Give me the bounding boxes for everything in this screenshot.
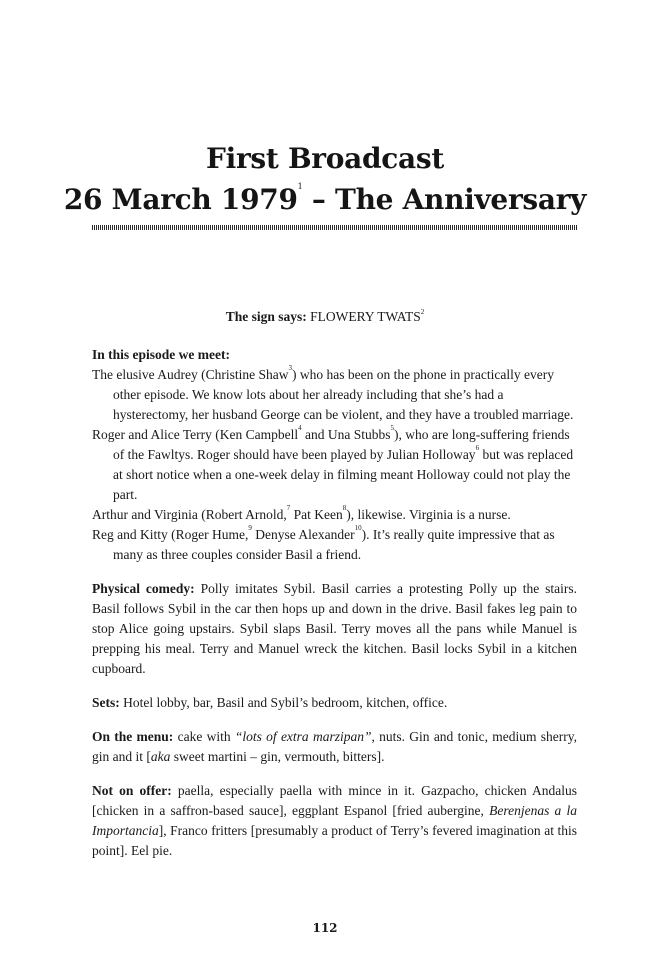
item-text: ), who are long-suffering friends of the Fawltys. Roger should have been played by Julian Holloway	[113, 427, 570, 462]
item-text: but was replaced at short notice when a one-week delay in filming meant Holloway could not play the part.	[113, 447, 574, 502]
title-line-2	[0, 179, 650, 220]
section-text: , nuts. Gin and tonic, medium sherry, gin and it [	[92, 729, 577, 764]
menu-quote: “lots of extra marzipan”	[234, 729, 372, 744]
item-text: and Una Stubbs	[301, 427, 391, 442]
list-item	[92, 365, 577, 425]
section-text: cake with	[173, 729, 235, 744]
menu-paragraph	[92, 727, 577, 767]
page-number: 112	[312, 921, 338, 935]
aka-text: aka	[150, 749, 171, 764]
broadcast-date: 26 March 1979	[63, 183, 298, 216]
sign-line	[0, 309, 650, 325]
footnote-ref: 6	[475, 444, 480, 452]
section-label: On the menu:	[92, 729, 174, 744]
physical-comedy-paragraph	[92, 579, 577, 679]
sign-text: FLOWERY TWATS	[306, 309, 421, 324]
item-text: ), likewise. Virginia is a nurse.	[346, 507, 511, 522]
section-label: Sets:	[92, 695, 120, 710]
item-text: ). It’s really quite impressive that as many as three couples consider Basil a friend.	[113, 527, 555, 562]
list-item	[92, 525, 577, 565]
section-text: ], Franco fritters [presumably a product of Terry’s fevered imagination at this point]. Eel pie.	[92, 823, 577, 858]
item-text: ) who has been on the phone in practically every other episode. We know lots about her already including that she’s had a hysterectomy, her husband George can be violent, and they have a troubled marriage.	[113, 367, 574, 422]
meet-heading-label: In this episode we meet:	[92, 347, 230, 362]
chapter-title	[0, 138, 650, 220]
character-list	[92, 365, 577, 565]
list-item	[92, 425, 577, 505]
item-text: Arthur and Virginia (Robert Arnold,	[92, 507, 287, 522]
item-text: Roger and Alice Terry (Ken Campbell	[92, 427, 299, 442]
footnote-ref: 7	[286, 504, 291, 512]
section-label: Physical comedy:	[92, 581, 195, 596]
sets-paragraph	[92, 693, 577, 713]
footnote-ref: 8	[342, 504, 347, 512]
item-text: Denyse Alexander	[251, 527, 355, 542]
item-text: Reg and Kitty (Roger Hume,	[92, 527, 249, 542]
footnote-ref: 10	[354, 524, 362, 532]
section-text: paella, especially paella with mince in it. Gazpacho, chicken Andalus [chicken in a saffron-based sauce], eggplant Espanol [fried aubergine,	[92, 783, 577, 818]
footnote-ref: 1	[297, 182, 303, 191]
title-rule	[92, 225, 577, 230]
footnote-ref: 9	[248, 524, 252, 532]
footnote-ref: 5	[390, 424, 394, 432]
episode-notes	[92, 345, 577, 861]
italic-dish-name: Berenjenas a la Importancia	[92, 803, 577, 838]
footnote-ref: 4	[298, 424, 302, 432]
footnote-ref: 3	[288, 364, 292, 372]
not-on-offer-paragraph	[92, 781, 577, 861]
section-text: Hotel lobby, bar, Basil and Sybil’s bedroom, kitchen, office.	[119, 695, 448, 710]
list-item	[92, 505, 577, 525]
title-line-1: First Broadcast	[206, 142, 444, 175]
meet-heading	[92, 345, 577, 365]
episode-title: – The Anniversary	[302, 183, 587, 216]
item-text: Pat Keen	[290, 507, 343, 522]
section-text: sweet martini – gin, vermouth, bitters].	[170, 749, 385, 764]
footnote-ref: 2	[420, 308, 425, 316]
section-label: Not on offer:	[92, 783, 172, 798]
section-text: Polly imitates Sybil. Basil carries a protesting Polly up the stairs. Basil follows Sybil in the car then hops up and down in the drive. Basil fakes leg pain to stop Alice going upstairs. Sybil slaps Basil. Terry moves all the pans while Manuel is prepping his meal. Terry and Manuel wreck the kitchen. Basil locks Sybil in a kitchen cupboard.	[92, 581, 577, 676]
item-text: The elusive Audrey (Christine Shaw	[92, 367, 289, 382]
sign-label: The sign says:	[225, 309, 307, 324]
